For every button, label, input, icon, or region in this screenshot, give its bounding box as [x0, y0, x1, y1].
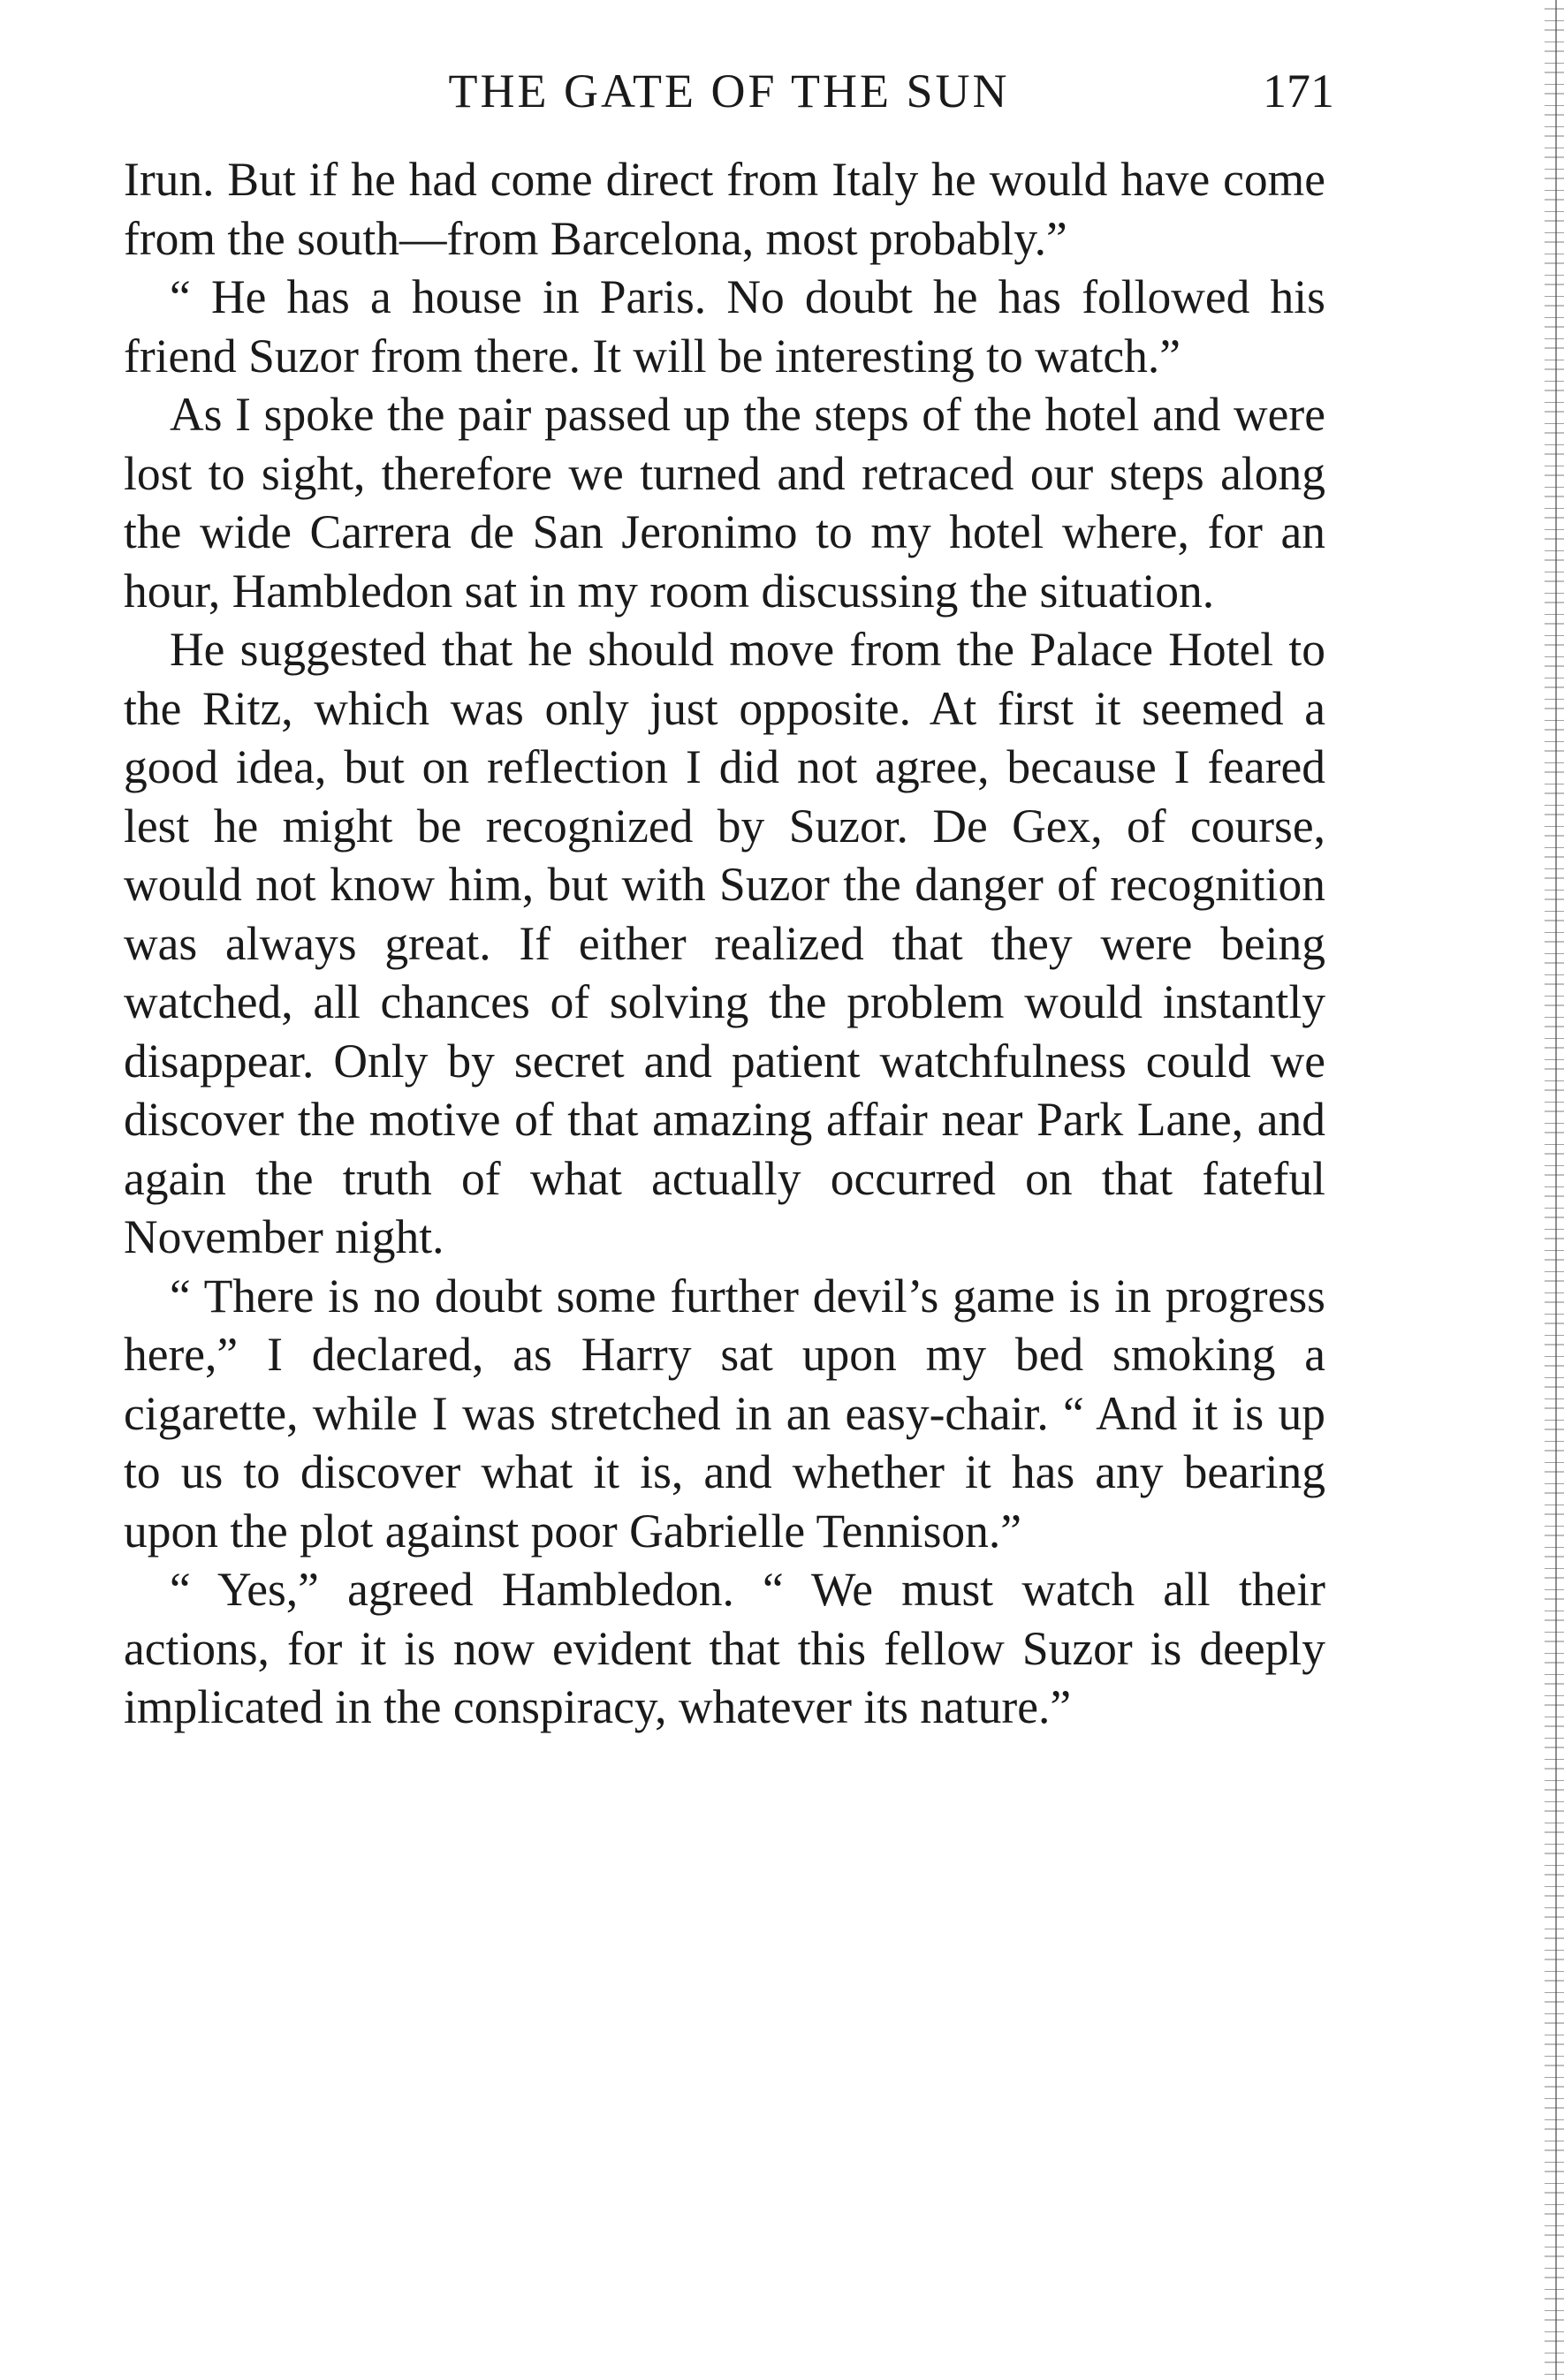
page-number: 171 [1263, 64, 1334, 117]
paragraph: “ There is no doubt some further devil’s game is in progress here,” I declared, as Harry sat upon my bed smoking a cigarette, while I was stretched in an easy-chair. “ And it is up to us to discover what it is, and whether it has any bearing upon the plot against poor Gabrielle Tennison.” [124, 1269, 1325, 1558]
running-head [124, 60, 1334, 122]
paragraph: “ Yes,” agreed Hambledon. “ We must watch all their actions, for it is now evident that this fellow Suzor is deeply implicated in the conspiracy, whatever its nature.” [124, 1563, 1325, 1733]
page-edge-line [1555, 0, 1557, 2380]
paragraph: “ He has a house in Paris. No doubt he has followed his friend Suzor from there. It will be interesting to watch.” [124, 270, 1325, 383]
paragraph: He suggested that he should move from the Palace Hotel to the Ritz, which was only just opposite. At first it seemed a good idea, but on reflection I did not agree, because I feared lest he might be recognized by Suzor. De Gex, of course, would not know him, but with Suzor the danger of recognition was always great. If either realized that they were being watched, all chances of solving the problem would instantly disappear. Only by secret and patient watchfulness could we discover the motive of that amazing affair near Park Lane, and again the truth of what actually occurred on that fateful November night. [124, 623, 1325, 1263]
paragraph: As I spoke the pair passed up the steps of the hotel and were lost to sight, therefore we turned and retraced our steps along the wide Carrera de San Jeronimo to my hotel where, for an hour, Hambledon sat in my room discussing the situation. [124, 388, 1325, 618]
page-edge-texture [1545, 0, 1564, 2380]
body-text [124, 150, 1325, 1737]
paragraph-continued: Irun. But if he had come direct from Italy he would have come from the south—from Barcelona, most probably.” [124, 153, 1325, 265]
running-title: THE GATE OF THE SUN [448, 64, 1010, 117]
